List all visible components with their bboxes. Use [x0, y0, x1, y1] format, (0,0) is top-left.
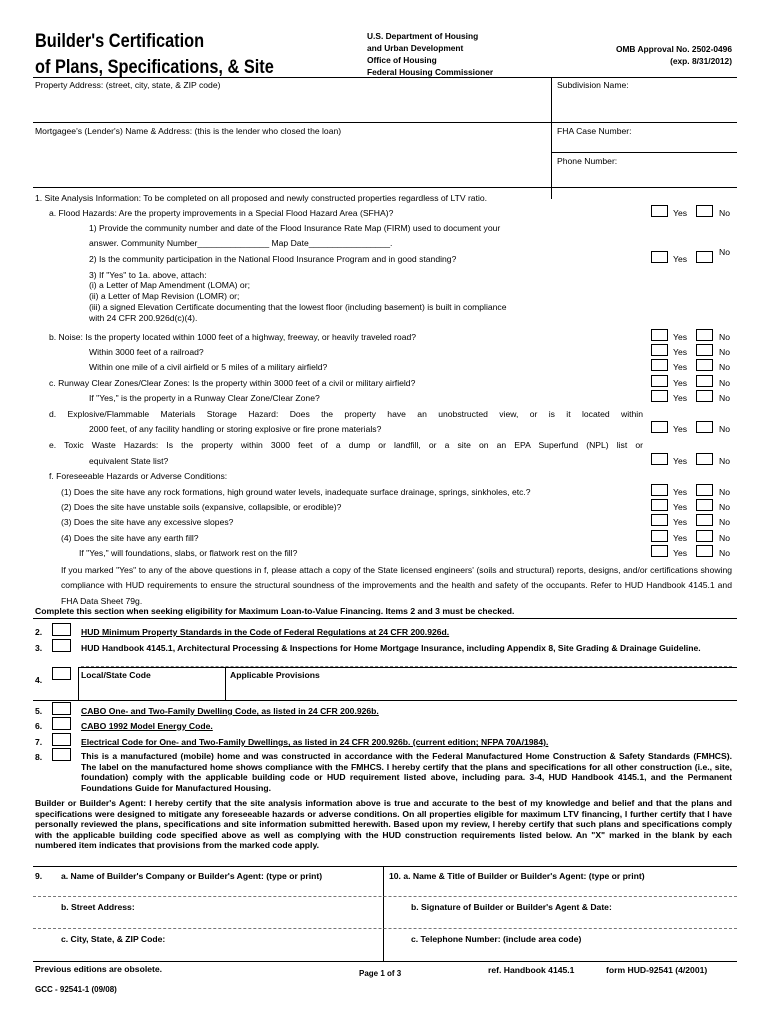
subdivision-name-field[interactable]: Subdivision Name: — [557, 80, 629, 90]
form-number: form HUD-92541 (4/2001) — [606, 965, 708, 975]
street-address-field[interactable]: b. Street Address: — [61, 902, 135, 912]
item-4-checkbox[interactable] — [52, 667, 71, 680]
flood-hazard-question: a. Flood Hazards: Are the property improvements in a Special Flood Hazard Area (SFHA)? — [49, 208, 394, 218]
railroad-yes-label: Yes — [673, 347, 688, 357]
railroad-question: Within 3000 feet of a railroad? — [89, 347, 204, 357]
item-4-number: 4. — [35, 675, 43, 685]
elevation-certificate-option: (iii) a signed Elevation Certificate documenting that the lowest floor (including basement) is built in compliance — [89, 302, 507, 312]
slopes-no-checkbox[interactable] — [696, 514, 713, 526]
noise-road-no-checkbox[interactable] — [696, 329, 713, 341]
flood-yes-checkbox[interactable] — [651, 205, 668, 217]
soils-yes-label: Yes — [673, 502, 688, 512]
omb-approval: OMB Approval No. 2502-0496 — [615, 44, 732, 54]
code-table-bottom — [33, 700, 737, 701]
rock-yes-checkbox[interactable] — [651, 484, 668, 496]
railroad-yes-checkbox[interactable] — [651, 344, 668, 356]
airfield-yes-label: Yes — [673, 362, 688, 372]
item-5-checkbox[interactable] — [52, 702, 71, 715]
obsolete-notice: Previous editions are obsolete. — [35, 964, 163, 974]
signature-divider — [383, 866, 384, 961]
section-rule — [33, 187, 737, 188]
fill-foundation-no-checkbox[interactable] — [696, 545, 713, 557]
railroad-no-label: No — [719, 347, 730, 357]
runway-no-checkbox[interactable] — [696, 375, 713, 387]
toxic-no-checkbox[interactable] — [696, 453, 713, 465]
form-title-line2: of Plans, Specifications, & Site — [35, 57, 274, 78]
airfield-no-checkbox[interactable] — [696, 359, 713, 371]
signature-row-rule — [33, 928, 737, 929]
city-state-zip-field[interactable]: c. City, State, & ZIP Code: — [61, 934, 166, 944]
earth-fill-no-label: No — [719, 533, 730, 543]
excessive-slopes-question: (3) Does the site have any excessive slopes? — [61, 517, 234, 527]
applicable-provisions-field[interactable]: Applicable Provisions — [230, 670, 320, 680]
agency-line3: Office of Housing — [367, 55, 437, 65]
attach-instruction: 3) If "Yes" to 1a. above, attach: — [89, 270, 207, 280]
nfip-no-checkbox[interactable] — [696, 251, 713, 263]
soils-yes-checkbox[interactable] — [651, 499, 668, 511]
telephone-number-field[interactable]: c. Telephone Number: (include area code) — [411, 934, 582, 944]
explosive-hazard-question: d. Explosive/Flammable Materials Storage Hazard: Does the property have an unobstructed view, or is it located within — [49, 409, 643, 419]
toxic-yes-label: Yes — [673, 456, 688, 466]
railroad-no-checkbox[interactable] — [696, 344, 713, 356]
item-7-text: Electrical Code for One- and Two-Family Dwellings, as listed in 24 CFR 200.926b. (current edition; NFPA 70A/1984). — [81, 737, 549, 747]
rock-yes-label: Yes — [673, 487, 688, 497]
omb-expiration: (exp. 8/31/2012) — [670, 56, 732, 66]
code-table-border — [78, 667, 79, 700]
runway-yes-checkbox[interactable] — [651, 375, 668, 387]
toxic-waste-question-cont: equivalent State list? — [89, 456, 169, 466]
item-2-checkbox[interactable] — [52, 623, 71, 636]
clear-zone-question: If "Yes," is the property in a Runway Clear Zone/Clear Zone? — [89, 393, 320, 403]
item-3-number: 3. — [35, 643, 43, 653]
toxic-yes-checkbox[interactable] — [651, 453, 668, 465]
clear-zone-no-label: No — [719, 393, 730, 403]
item-8-checkbox[interactable] — [52, 748, 71, 761]
lomr-option: (ii) a Letter of Map Revision (LOMR) or; — [89, 291, 240, 301]
earth-fill-yes-checkbox[interactable] — [651, 530, 668, 542]
builder-certification-statement: Builder or Builder's Agent: I hereby certify that the site analysis information above is true and accurate to the best of my knowledge and belief and that the plans and specifications were designed to mitigate any foreseeable hazards or adverse conditions. On all properties eligible for maximum LTV financing, I further certify that I have personally reviewed the plans, specifications and site information submitted herewith. Based upon my review, I hereby certify that such plans and specifications comply with the applicable building code specified above as well as complying with the HUD construction requirements listed below. An "X" marked in the blank by each numbered item indicates that provisions from the marked code apply. — [35, 798, 732, 851]
explosive-no-checkbox[interactable] — [696, 421, 713, 433]
item-8-text: This is a manufactured (mobile) home and was constructed in accordance with the Federal Manufactured Home Construction & Safety Standards (FMHCS). The label on the manufactured home shows compliance with the FMHCS. I hereby certify that the plans and specifications for all other construction (i.e., site, foundation) comply with the applicable building code or HUD requirement listed above, including para. 3-4, HUD Handbook 4145.1, and the Permanent Foundations Guide for Manufactured Housing. — [81, 751, 732, 793]
foreseeable-hazards-heading: f. Foreseeable Hazards or Adverse Conditions: — [49, 471, 228, 481]
explosive-no-label: No — [719, 424, 730, 434]
code-table-divider — [225, 667, 226, 700]
firm-instruction: 1) Provide the community number and date of the Flood Insurance Rate Map (FIRM) used to document your — [89, 223, 501, 233]
nfip-no-label: No — [719, 247, 730, 257]
earth-fill-no-checkbox[interactable] — [696, 530, 713, 542]
builder-signature-date-field[interactable]: b. Signature of Builder or Builder's Agent & Date: — [411, 902, 612, 912]
explosive-hazard-question-cont: 2000 feet, of any facility handling or storing explosive or fire prone materials? — [89, 424, 382, 434]
earth-fill-question: (4) Does the site have any earth fill? — [61, 533, 199, 543]
fill-foundation-yes-checkbox[interactable] — [651, 545, 668, 557]
earth-fill-yes-label: Yes — [673, 533, 688, 543]
nfip-yes-label: Yes — [673, 254, 688, 264]
item-2-number: 2. — [35, 627, 43, 637]
item-5-number: 5. — [35, 706, 43, 716]
row-rule — [551, 152, 737, 153]
explosive-yes-checkbox[interactable] — [651, 421, 668, 433]
builder-name-title-field[interactable]: 10. a. Name & Title of Builder or Builder's Agent: (type or print) — [389, 871, 645, 881]
property-address-field[interactable]: Property Address: (street, city, state, & ZIP code) — [35, 80, 221, 90]
engineer-report-note: If you marked "Yes" to any of the above questions in f, please attach a copy of the State licensed engineers' (soils and structural) reports, designs, and/or certifications showing compliance with HUD requirements to ensure the structural soundness of the improvements and the health and safety of the occupants. Refer to HUD Handbook 4145.1 and FHA Data Sheet 79g. — [61, 565, 732, 606]
flood-no-checkbox[interactable] — [696, 205, 713, 217]
item-3-text: HUD Handbook 4145.1, Architectural Processing & Inspections for Home Mortgage Insurance, including Appendix 8, Site Grading & Drainage Guideline. — [81, 643, 701, 653]
page-number: Page 1 of 3 — [359, 969, 402, 978]
elevation-certificate-option-cont: with 24 CFR 200.926d(c)(4). — [89, 313, 198, 323]
noise-road-no-label: No — [719, 332, 730, 342]
section-rule — [33, 618, 737, 619]
signature-bottom-rule — [33, 961, 737, 962]
soils-no-checkbox[interactable] — [696, 499, 713, 511]
rock-no-label: No — [719, 487, 730, 497]
item-3-checkbox[interactable] — [52, 639, 71, 652]
agency-line4: Federal Housing Commissioner — [367, 67, 494, 77]
builder-company-name-field[interactable]: a. Name of Builder's Company or Builder's Agent: (type or print) — [61, 871, 323, 881]
item-6-number: 6. — [35, 721, 43, 731]
item-9-number: 9. — [35, 871, 43, 881]
noise-question: b. Noise: Is the property located within 1000 feet of a highway, freeway, or heavily traveled road? — [49, 332, 417, 342]
toxic-no-label: No — [719, 456, 730, 466]
loma-option: (i) a Letter of Map Amendment (LOMA) or; — [89, 280, 250, 290]
signature-row-rule — [33, 896, 737, 897]
rock-formations-question: (1) Does the site have any rock formations, high ground water levels, inadequate surface drainage, springs, sinkholes, etc.? — [61, 487, 531, 497]
agency-line1: U.S. Department of Housing — [367, 31, 479, 41]
airfield-question: Within one mile of a civil airfield or 5 miles of a military airfield? — [89, 362, 328, 372]
noise-road-yes-checkbox[interactable] — [651, 329, 668, 341]
airfield-yes-checkbox[interactable] — [651, 359, 668, 371]
clear-zone-yes-checkbox[interactable] — [651, 390, 668, 402]
clear-zone-yes-label: Yes — [673, 393, 688, 403]
flood-no-label: No — [719, 208, 730, 218]
item-5-text: CABO One- and Two-Family Dwelling Code, as listed in 24 CFR 200.926b. — [81, 706, 379, 716]
phone-number-field[interactable]: Phone Number: — [557, 156, 618, 166]
site-analysis-intro: 1. Site Analysis Information: To be completed on all proposed and newly constructed properties regardless of LTV ratio. — [35, 193, 488, 203]
nfip-question: 2) Is the community participation in the National Flood Insurance Program and in good standing? — [89, 254, 457, 264]
item-7-checkbox[interactable] — [52, 733, 71, 746]
rock-no-checkbox[interactable] — [696, 484, 713, 496]
max-ltv-instruction: Complete this section when seeking eligibility for Maximum Loan-to-Value Financing. Items 2 and 3 must be checked. — [35, 606, 515, 616]
local-state-code-field[interactable]: Local/State Code — [81, 670, 151, 680]
noise-road-yes-label: Yes — [673, 332, 688, 342]
slopes-yes-checkbox[interactable] — [651, 514, 668, 526]
slopes-no-label: No — [719, 517, 730, 527]
agency-line2: and Urban Development — [367, 43, 464, 53]
flood-yes-label: Yes — [673, 208, 688, 218]
item-7-number: 7. — [35, 737, 43, 747]
item-8-number: 8. — [35, 752, 43, 762]
handbook-reference: ref. Handbook 4145.1 — [488, 965, 575, 975]
signature-top-rule — [33, 866, 737, 867]
runway-no-label: No — [719, 378, 730, 388]
row-rule — [33, 122, 737, 123]
item-2-text: HUD Minimum Property Standards in the Code of Federal Regulations at 24 CFR 200.926d. — [81, 627, 450, 637]
form-title-line1: Builder's Certification — [35, 31, 205, 52]
gcc-form-code: GCC - 92541-1 (09/08) — [35, 985, 117, 994]
fill-foundation-yes-label: Yes — [673, 548, 688, 558]
fha-case-number-field[interactable]: FHA Case Number: — [557, 126, 632, 136]
code-table-top — [78, 667, 737, 668]
fill-foundation-no-label: No — [719, 548, 730, 558]
nfip-yes-checkbox[interactable] — [651, 251, 668, 263]
header-rule — [33, 77, 737, 78]
community-number-line: answer. Community Number_______________ Map Date_________________. — [89, 238, 393, 248]
slopes-yes-label: Yes — [673, 517, 688, 527]
mortgagee-field[interactable]: Mortgagee's (Lender's) Name & Address: (this is the lender who closed the loan) — [35, 126, 342, 136]
airfield-no-label: No — [719, 362, 730, 372]
fill-foundation-question: If "Yes," will foundations, slabs, or flatwork rest on the fill? — [79, 548, 298, 558]
item-6-text: CABO 1992 Model Energy Code. — [81, 721, 213, 731]
unstable-soils-question: (2) Does the site have unstable soils (expansive, collapsible, or erodible)? — [61, 502, 342, 512]
toxic-waste-question: e. Toxic Waste Hazards: Is the property within 3000 feet of a dump or landfill, or a site on an EPA Superfund (NPL) list or — [49, 440, 643, 450]
runway-question: c. Runway Clear Zones/Clear Zones: Is the property within 3000 feet of a civil or military airfield? — [49, 378, 416, 388]
item-6-checkbox[interactable] — [52, 717, 71, 730]
field-divider — [551, 77, 552, 199]
soils-no-label: No — [719, 502, 730, 512]
runway-yes-label: Yes — [673, 378, 688, 388]
clear-zone-no-checkbox[interactable] — [696, 390, 713, 402]
explosive-yes-label: Yes — [673, 424, 688, 434]
